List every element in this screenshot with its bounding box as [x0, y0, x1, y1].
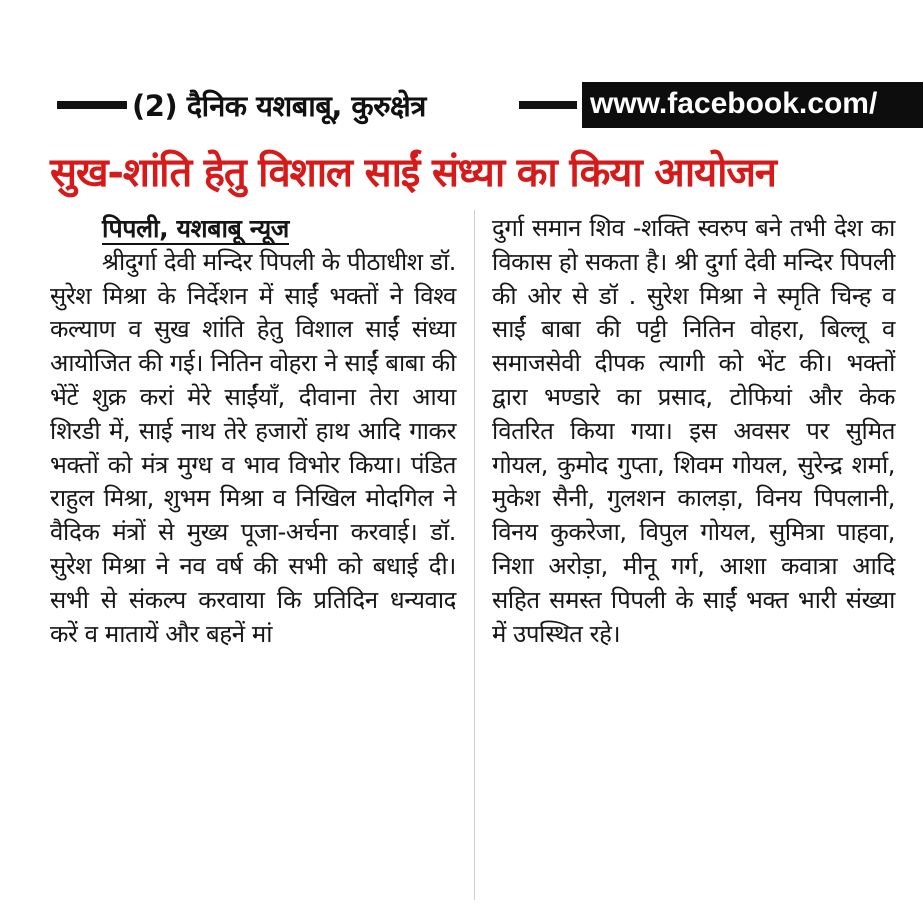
article-dateline: [50, 212, 456, 246]
article-body-left: श्रीदुर्गा देवी मन्दिर पिपली के पीठाधीश डॉ. सुरेश मिश्रा के निर्देशन में साईं भक्तों ने विश्व कल्याण व सुख शांति हेतु विशाल साईं संध्या आयोजित की गई। नितिन वोहरा ने साईं बाबा की भेंटें शुक्र करां मेरे साईंयाँ, दीवाना तेरा आया शिरडी में, साई नाथ तेरे हजारों हाथ आदि गाकर भक्तों को मंत्र मुग्ध व भाव विभोर किया। पंडित राहुल मिश्रा, शुभम मिश्रा व निखिल मोदगिल ने वैदिक मंत्रों से मुख्य पूजा-अर्चना करवाई। डॉ. सुरेश मिश्रा ने नव वर्ष की सभी को बधाई दी। सभी से संकल्प करवाया कि प्रतिदिन धन्यवाद करें व मातायें और बहनें मां: [50, 247, 456, 648]
article-column-left: [50, 212, 456, 651]
column-divider: [474, 210, 475, 900]
facebook-url: www.facebook.com/: [590, 87, 878, 120]
masthead-rule-middle: [519, 101, 577, 109]
article-body-right: दुर्गा समान शिव -शक्ति स्वरुप बने तभी देश का विकास हो सकता है। श्री दुर्गा देवी मन्दिर पिपली की ओर से डॉ . सुरेश मिश्रा ने स्मृति चिन्ह व साईं बाबा की पट्टी नितिन वोहरा, बिल्लू व समाजसेवी दीपक त्यागी को भेंट की। भक्तों द्वारा भण्डारे का प्रसाद, टोफियां और केक वितरित किया गया। इस अवसर पर सुमित गोयल, कुमोद गुप्ता, शिवम गोयल, सुरेन्द्र शर्मा, मुकेश सैनी, गुलशन कालड़ा, विनय पिपलानी, विनय कुकरेजा, विपुल गोयल, सुमित्रा पाहवा, निशा अरोड़ा, मीनू गर्ग, आशा कवात्रा आदि सहित समस्त पिपली के साईं भक्त भारी संख्या में उपस्थित रहे।: [492, 214, 895, 648]
dateline-text: पिपली, यशबाबू न्यूज: [102, 214, 289, 243]
article-headline: सुख-शांति हेतु विशाल साईं संध्या का किया आयोजन: [50, 150, 776, 196]
article-column-right: [492, 212, 895, 651]
newspaper-name: (2) दैनिक यशबाबू, कुरुक्षेत्र: [132, 89, 426, 123]
masthead: [0, 82, 923, 128]
facebook-banner: [582, 82, 923, 128]
masthead-rule-left: [57, 101, 127, 109]
